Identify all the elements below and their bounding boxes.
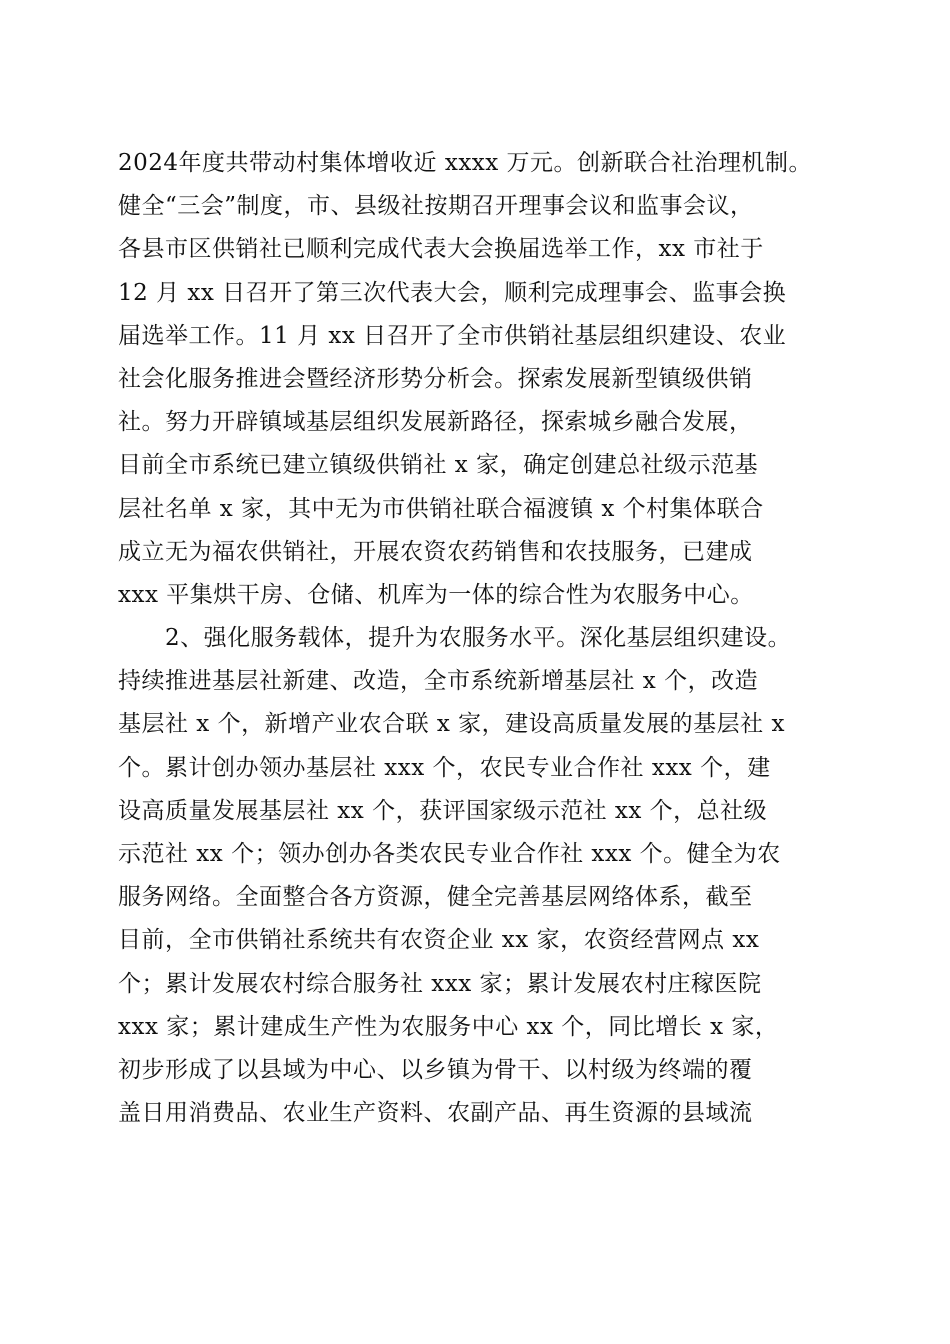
text-line: 目前，全市供销社系统共有农资企业 xx 家，农资经营网点 xx — [118, 927, 760, 954]
text-line: 个。累计创办领办基层社 xxx 个，农民专业合作社 xxx 个，建 — [118, 754, 771, 781]
text-line: xxx 家；累计建成生产性为农服务中心 xx 个，同比增长 x 家， — [118, 1013, 779, 1040]
text-line: 届选举工作。11 月 xx 日召开了全市供销社基层组织建设、农业 — [118, 322, 787, 349]
text-line: 社会化服务推进会暨经济形势分析会。探索发展新型镇级供销 — [118, 365, 753, 392]
text-line: 2024年度共带动村集体增收近 xxxx 万元。创新联合社治理机制。 — [118, 150, 813, 176]
text-line: xxx 平集烘干房、仓储、机库为一体的综合性为农服务中心。 — [118, 581, 754, 608]
text-line: 示范社 xx 个；领办创办各类农民专业合作社 xxx 个。健全为农 — [118, 841, 781, 867]
text-line: 设高质量发展基层社 xx 个，获评国家级示范社 xx 个，总社级 — [118, 797, 768, 824]
text-line: 层社名单 x 家，其中无为市供销社联合福渡镇 x 个村集体联合 — [118, 495, 764, 522]
text-line: 12 月 xx 日召开了第三次代表大会，顺利完成理事会、监事会换 — [118, 279, 787, 306]
text-line: 服务网络。全面整合各方资源，健全完善基层网络体系，截至 — [118, 884, 753, 911]
text-line: 持续推进基层社新建、改造，全市系统新增基层社 x 个，改造 — [118, 668, 759, 695]
text-line: 各县市区供销社已顺利完成代表大会换届选举工作，xx 市社于 — [118, 236, 764, 263]
text-line: 初步形成了以县域为中心、以乡镇为骨干、以村级为终端的覆 — [118, 1056, 753, 1083]
text-line: 社。努力开辟镇域基层组织发展新路径，探索城乡融合发展， — [118, 409, 753, 436]
document-body — [118, 142, 838, 1135]
text-line: 基层社 x 个，新增产业农合联 x 家，建设高质量发展的基层社 x — [118, 711, 785, 738]
text-line: 个；累计发展农村综合服务社 xxx 家；累计发展农村庄稼医院 — [118, 970, 762, 997]
paragraph-start-line: 2、强化服务载体，提升为农服务水平。深化基层组织建设。 — [118, 625, 792, 652]
text-line: 目前全市系统已建立镇级供销社 x 家，确定创建总社级示范基 — [118, 452, 759, 479]
text-line: 盖日用消费品、农业生产资料、农副产品、再生资源的县域流 — [118, 1100, 753, 1127]
text-line: 健全“三会”制度，市、县级社按期召开理事会议和监事会议， — [118, 193, 754, 220]
text-line: 成立无为福农供销社，开展农资农药销售和农技服务，已建成 — [118, 538, 753, 565]
